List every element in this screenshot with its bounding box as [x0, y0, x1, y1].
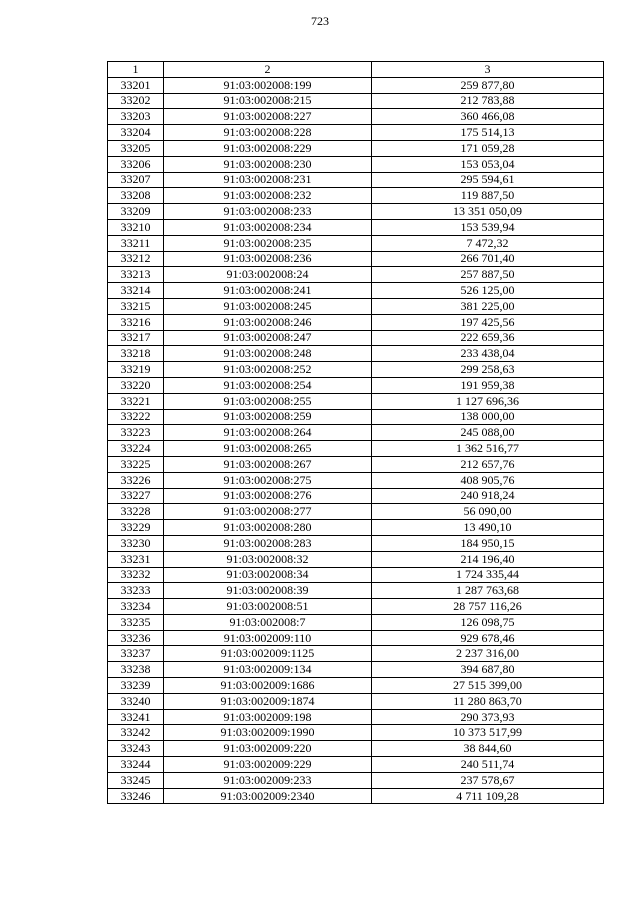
table-row — [108, 551, 604, 567]
page-number: 723 — [311, 14, 329, 28]
cell-cadastral-id: 91:03:002008:34 — [164, 567, 372, 583]
cell-cadastral-id: 91:03:002008:264 — [164, 425, 372, 441]
cell-value: 259 877,80 — [372, 77, 604, 93]
cell-value: 222 659,36 — [372, 330, 604, 346]
cell-value: 295 594,61 — [372, 172, 604, 188]
cell-row-number: 33202 — [108, 93, 164, 109]
cell-cadastral-id: 91:03:002008:265 — [164, 441, 372, 457]
cell-cadastral-id: 91:03:002008:51 — [164, 599, 372, 615]
cell-value: 245 088,00 — [372, 425, 604, 441]
table-row — [108, 283, 604, 299]
cell-value: 214 196,40 — [372, 551, 604, 567]
cell-value: 4 711 109,28 — [372, 788, 604, 804]
cell-cadastral-id: 91:03:002009:2340 — [164, 788, 372, 804]
cell-cadastral-id: 91:03:002009:1990 — [164, 725, 372, 741]
table-row — [108, 298, 604, 314]
cell-row-number: 33246 — [108, 788, 164, 804]
cell-cadastral-id: 91:03:002008:283 — [164, 535, 372, 551]
table-row — [108, 377, 604, 393]
cell-cadastral-id: 91:03:002008:230 — [164, 156, 372, 172]
cell-value: 184 950,15 — [372, 535, 604, 551]
cell-cadastral-id: 91:03:002009:220 — [164, 741, 372, 757]
cell-value: 1 362 516,77 — [372, 441, 604, 457]
cell-row-number: 33205 — [108, 140, 164, 156]
cell-value: 171 059,28 — [372, 140, 604, 156]
table-row — [108, 456, 604, 472]
cell-row-number: 33227 — [108, 488, 164, 504]
data-table — [107, 61, 604, 804]
cell-value: 290 373,93 — [372, 709, 604, 725]
cell-cadastral-id: 91:03:002009:1686 — [164, 678, 372, 694]
cell-cadastral-id: 91:03:002008:229 — [164, 140, 372, 156]
cell-row-number: 33203 — [108, 109, 164, 125]
table-row — [108, 425, 604, 441]
table-row — [108, 535, 604, 551]
table-row — [108, 188, 604, 204]
cell-cadastral-id: 91:03:002008:246 — [164, 314, 372, 330]
table-row — [108, 504, 604, 520]
cell-row-number: 33229 — [108, 520, 164, 536]
table-row — [108, 646, 604, 662]
table-row — [108, 757, 604, 773]
cell-row-number: 33210 — [108, 219, 164, 235]
cell-row-number: 33217 — [108, 330, 164, 346]
cell-cadastral-id: 91:03:002009:1874 — [164, 693, 372, 709]
cell-row-number: 33239 — [108, 678, 164, 694]
cell-cadastral-id: 91:03:002008:7 — [164, 614, 372, 630]
cell-row-number: 33245 — [108, 772, 164, 788]
cell-row-number: 33223 — [108, 425, 164, 441]
cell-row-number: 33207 — [108, 172, 164, 188]
cell-cadastral-id: 91:03:002008:248 — [164, 346, 372, 362]
table-row — [108, 267, 604, 283]
table-row — [108, 520, 604, 536]
cell-cadastral-id: 91:03:002008:215 — [164, 93, 372, 109]
cell-cadastral-id: 91:03:002008:267 — [164, 456, 372, 472]
cell-cadastral-id: 91:03:002008:255 — [164, 393, 372, 409]
cell-value: 266 701,40 — [372, 251, 604, 267]
cell-row-number: 33221 — [108, 393, 164, 409]
cell-row-number: 33206 — [108, 156, 164, 172]
cell-cadastral-id: 91:03:002008:247 — [164, 330, 372, 346]
cell-value: 153 053,04 — [372, 156, 604, 172]
cell-row-number: 33216 — [108, 314, 164, 330]
cell-value: 257 887,50 — [372, 267, 604, 283]
table-row — [108, 156, 604, 172]
cell-value: 197 425,56 — [372, 314, 604, 330]
table-row — [108, 693, 604, 709]
cell-value: 240 511,74 — [372, 757, 604, 773]
table-row — [108, 362, 604, 378]
table-row — [108, 472, 604, 488]
table-row — [108, 662, 604, 678]
cell-row-number: 33233 — [108, 583, 164, 599]
table-row — [108, 109, 604, 125]
cell-cadastral-id: 91:03:002008:254 — [164, 377, 372, 393]
table-row — [108, 441, 604, 457]
cell-row-number: 33220 — [108, 377, 164, 393]
cell-row-number: 33209 — [108, 204, 164, 220]
cell-value: 28 757 116,26 — [372, 599, 604, 615]
cell-cadastral-id: 91:03:002008:241 — [164, 283, 372, 299]
table-row — [108, 251, 604, 267]
cell-row-number: 33238 — [108, 662, 164, 678]
cell-value: 233 438,04 — [372, 346, 604, 362]
cell-value: 7 472,32 — [372, 235, 604, 251]
table-body — [108, 77, 604, 804]
cell-value: 929 678,46 — [372, 630, 604, 646]
table-row — [108, 409, 604, 425]
table-row — [108, 172, 604, 188]
cell-row-number: 33214 — [108, 283, 164, 299]
cell-value: 408 905,76 — [372, 472, 604, 488]
cell-row-number: 33230 — [108, 535, 164, 551]
cell-value: 2 237 316,00 — [372, 646, 604, 662]
cell-value: 1 724 335,44 — [372, 567, 604, 583]
cell-cadastral-id: 91:03:002008:32 — [164, 551, 372, 567]
cell-cadastral-id: 91:03:002008:259 — [164, 409, 372, 425]
cell-cadastral-id: 91:03:002008:39 — [164, 583, 372, 599]
table-row — [108, 788, 604, 804]
cell-row-number: 33218 — [108, 346, 164, 362]
cell-cadastral-id: 91:03:002008:275 — [164, 472, 372, 488]
table-row — [108, 725, 604, 741]
table-row — [108, 678, 604, 694]
cell-row-number: 33241 — [108, 709, 164, 725]
cell-row-number: 33219 — [108, 362, 164, 378]
table-row — [108, 488, 604, 504]
cell-cadastral-id: 91:03:002008:276 — [164, 488, 372, 504]
cell-row-number: 33225 — [108, 456, 164, 472]
cell-value: 38 844,60 — [372, 741, 604, 757]
cell-value: 381 225,00 — [372, 298, 604, 314]
cell-row-number: 33222 — [108, 409, 164, 425]
table-row — [108, 741, 604, 757]
table-row — [108, 77, 604, 93]
table-row — [108, 630, 604, 646]
cell-value: 11 280 863,70 — [372, 693, 604, 709]
cell-value: 212 783,88 — [372, 93, 604, 109]
cell-row-number: 33244 — [108, 757, 164, 773]
cell-value: 56 090,00 — [372, 504, 604, 520]
cell-cadastral-id: 91:03:002008:227 — [164, 109, 372, 125]
cell-value: 394 687,80 — [372, 662, 604, 678]
cell-row-number: 33204 — [108, 125, 164, 141]
cell-cadastral-id: 91:03:002008:231 — [164, 172, 372, 188]
cell-row-number: 33212 — [108, 251, 164, 267]
cell-value: 526 125,00 — [372, 283, 604, 299]
table-row — [108, 567, 604, 583]
cell-row-number: 33231 — [108, 551, 164, 567]
table-row — [108, 93, 604, 109]
cell-cadastral-id: 91:03:002009:110 — [164, 630, 372, 646]
cell-value: 13 351 050,09 — [372, 204, 604, 220]
cell-value: 191 959,38 — [372, 377, 604, 393]
cell-cadastral-id: 91:03:002009:1125 — [164, 646, 372, 662]
cell-value: 212 657,76 — [372, 456, 604, 472]
cell-cadastral-id: 91:03:002009:134 — [164, 662, 372, 678]
cell-row-number: 33242 — [108, 725, 164, 741]
cell-row-number: 33201 — [108, 77, 164, 93]
cell-cadastral-id: 91:03:002008:245 — [164, 298, 372, 314]
cell-row-number: 33211 — [108, 235, 164, 251]
column-header-cadastral-id: 2 — [164, 62, 372, 78]
table-header-row — [108, 62, 604, 78]
cell-row-number: 33243 — [108, 741, 164, 757]
table-row — [108, 772, 604, 788]
cell-value: 240 918,24 — [372, 488, 604, 504]
cell-cadastral-id: 91:03:002008:24 — [164, 267, 372, 283]
cell-row-number: 33224 — [108, 441, 164, 457]
cell-value: 126 098,75 — [372, 614, 604, 630]
cell-value: 138 000,00 — [372, 409, 604, 425]
cell-row-number: 33208 — [108, 188, 164, 204]
table-row — [108, 125, 604, 141]
cell-row-number: 33237 — [108, 646, 164, 662]
cell-cadastral-id: 91:03:002008:280 — [164, 520, 372, 536]
table-row — [108, 709, 604, 725]
cell-cadastral-id: 91:03:002008:234 — [164, 219, 372, 235]
table-row — [108, 235, 604, 251]
table-row — [108, 204, 604, 220]
cell-cadastral-id: 91:03:002008:236 — [164, 251, 372, 267]
table-row — [108, 614, 604, 630]
cell-value: 1 287 763,68 — [372, 583, 604, 599]
cell-cadastral-id: 91:03:002008:252 — [164, 362, 372, 378]
cell-cadastral-id: 91:03:002008:199 — [164, 77, 372, 93]
cell-value: 119 887,50 — [372, 188, 604, 204]
cell-cadastral-id: 91:03:002008:232 — [164, 188, 372, 204]
cell-value: 27 515 399,00 — [372, 678, 604, 694]
cell-cadastral-id: 91:03:002008:233 — [164, 204, 372, 220]
cell-cadastral-id: 91:03:002008:277 — [164, 504, 372, 520]
table-row — [108, 346, 604, 362]
cell-value: 299 258,63 — [372, 362, 604, 378]
cell-row-number: 33240 — [108, 693, 164, 709]
table-row — [108, 330, 604, 346]
cell-cadastral-id: 91:03:002008:228 — [164, 125, 372, 141]
table-row — [108, 393, 604, 409]
cell-value: 237 578,67 — [372, 772, 604, 788]
table-row — [108, 219, 604, 235]
cell-cadastral-id: 91:03:002009:229 — [164, 757, 372, 773]
cell-value: 153 539,94 — [372, 219, 604, 235]
cell-value: 1 127 696,36 — [372, 393, 604, 409]
cell-row-number: 33215 — [108, 298, 164, 314]
table-row — [108, 599, 604, 615]
table-row — [108, 314, 604, 330]
cell-value: 175 514,13 — [372, 125, 604, 141]
column-header-number: 1 — [108, 62, 164, 78]
cell-value: 13 490,10 — [372, 520, 604, 536]
cell-value: 360 466,08 — [372, 109, 604, 125]
cell-row-number: 33228 — [108, 504, 164, 520]
table-row — [108, 140, 604, 156]
table-row — [108, 583, 604, 599]
cell-row-number: 33236 — [108, 630, 164, 646]
cell-row-number: 33235 — [108, 614, 164, 630]
cell-row-number: 33234 — [108, 599, 164, 615]
cell-cadastral-id: 91:03:002008:235 — [164, 235, 372, 251]
cell-value: 10 373 517,99 — [372, 725, 604, 741]
cell-cadastral-id: 91:03:002009:198 — [164, 709, 372, 725]
cell-row-number: 33232 — [108, 567, 164, 583]
cell-cadastral-id: 91:03:002009:233 — [164, 772, 372, 788]
column-header-value: 3 — [372, 62, 604, 78]
cell-row-number: 33226 — [108, 472, 164, 488]
cell-row-number: 33213 — [108, 267, 164, 283]
